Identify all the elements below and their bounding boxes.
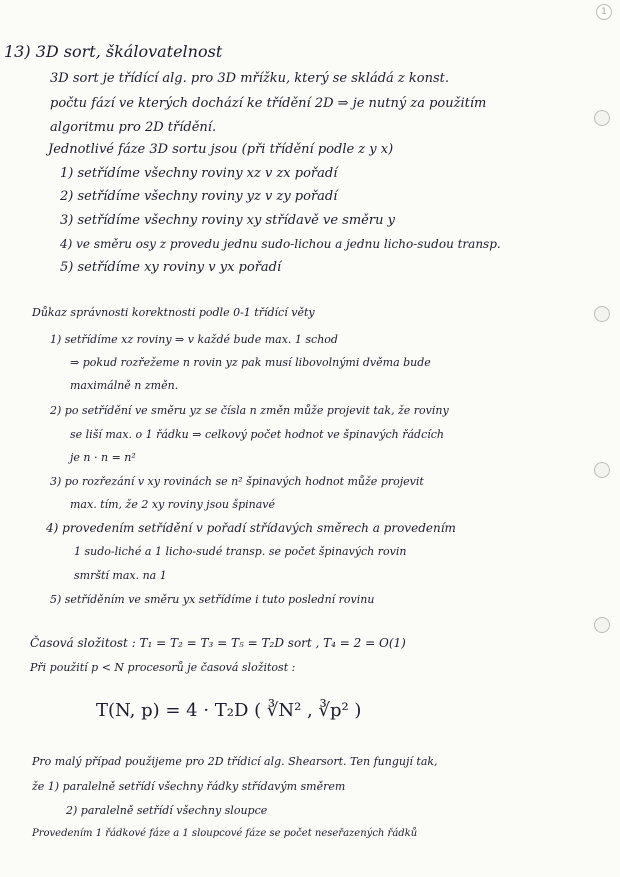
page-number-mark: 1	[596, 4, 612, 20]
punch-hole	[594, 306, 610, 322]
proof-line: 4) provedením setřídění v pořadí střídavých směrech a provedením	[46, 521, 456, 535]
proof-line: 1 sudo-liché a 1 licho-sudé transp. se počet špinavých rovin	[74, 545, 407, 558]
proof-line: ⇒ pokud rozřežeme n rovin yz pak musí libovolnými dvěma bude	[70, 356, 431, 369]
proof-line: maximálně n změn.	[70, 379, 179, 392]
punch-hole	[594, 110, 610, 126]
phases-intro: Jednotlivé fáze 3D sortu jsou (při třídění podle z y x)	[48, 142, 394, 157]
section-title: 13) 3D sort, škálovatelnost	[4, 42, 223, 61]
intro-line: algoritmu pro 2D třídění.	[50, 120, 217, 135]
phase-item: 4) ve směru osy z provedu jednu sudo-lichou a jednu licho-sudou transp.	[60, 237, 501, 251]
proof-line: 2) po setřídění ve směru yz se čísla n změn může projevit tak, že roviny	[50, 404, 449, 417]
phase-item: 2) setřídíme všechny roviny yz v zy pořadí	[60, 189, 338, 204]
phase-item: 5) setřídíme xy roviny v yx pořadí	[60, 260, 282, 275]
complexity-formula: T(N, p) = 4 · T₂D ( ∛N² , ∛p² )	[96, 700, 362, 721]
intro-line: počtu fází ve kterých dochází ke třídění 2D ⇒ je nutný za použitím	[50, 96, 487, 111]
proof-line: se liší max. o 1 řádku ⇒ celkový počet hodnot ve špinavých řádcích	[70, 428, 445, 441]
processors-line: Při použití p < N procesorů je časová složitost :	[30, 661, 296, 674]
punch-hole	[594, 462, 610, 478]
closing-line: 2) paralelně setřídí všechny sloupce	[66, 804, 268, 817]
complexity-line: Časová složitost : T₁ = T₂ = T₃ = T₅ = T₂D sort , T₄ = 2 = O(1)	[30, 636, 406, 650]
proof-line: 5) setříděním ve směru yx setřídíme i tuto poslední rovinu	[50, 593, 375, 606]
closing-line: Provedením 1 řádkové fáze a 1 sloupcové fáze se počet neseřazených řádků	[32, 828, 418, 839]
proof-line: 1) setřídíme xz roviny ⇒ v každé bude max. 1 schod	[50, 333, 338, 346]
proof-line: smrští max. na 1	[74, 569, 167, 582]
punch-hole	[594, 617, 610, 633]
closing-line: Pro malý případ použijeme pro 2D třídicí alg. Shearsort. Ten fungují tak,	[32, 755, 438, 768]
phase-item: 3) setřídíme všechny roviny xy střídavě ve směru y	[60, 213, 395, 228]
phase-item: 1) setřídíme všechny roviny xz v zx pořadí	[60, 166, 338, 181]
proof-line: max. tím, že 2 xy roviny jsou špinavé	[70, 498, 275, 511]
proof-line: je n · n = n²	[70, 451, 136, 464]
proof-line: 3) po rozřezání v xy rovinách se n² špinavých hodnot může projevit	[50, 475, 424, 488]
proof-intro: Důkaz správnosti korektnosti podle 0-1 třídící věty	[32, 306, 315, 319]
closing-line: že 1) paralelně setřídí všechny řádky střídavým směrem	[32, 780, 346, 793]
intro-line: 3D sort je třídící alg. pro 3D mřížku, který se skládá z konst.	[50, 71, 450, 86]
